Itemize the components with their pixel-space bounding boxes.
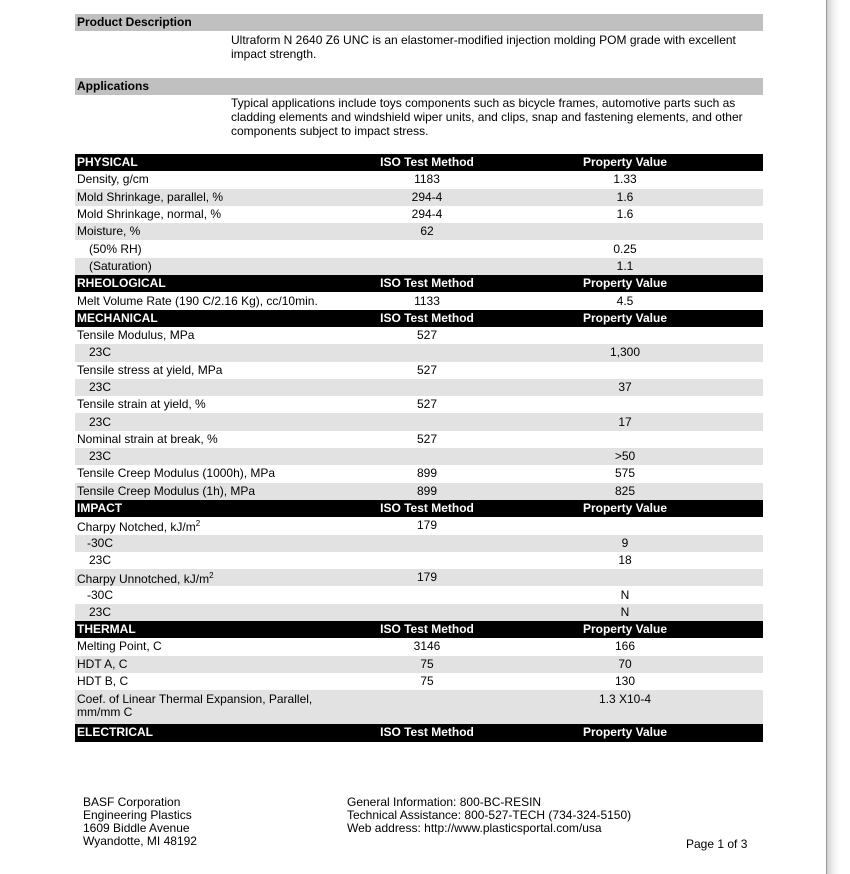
table-row xyxy=(75,189,763,206)
page-border xyxy=(826,0,827,874)
table-row xyxy=(75,690,763,724)
table-row xyxy=(75,656,763,673)
page-number: Page 1 of 3 xyxy=(686,837,748,851)
property-label: HDT B, C xyxy=(77,674,129,689)
properties-table xyxy=(75,154,763,742)
test-method: 3146 xyxy=(413,639,441,654)
test-method: 294-4 xyxy=(411,207,443,222)
section-title: MECHANICAL xyxy=(75,310,367,327)
property-label: Tensile Creep Modulus (1h), MPa xyxy=(75,483,367,500)
property-label: Mold Shrinkage, parallel, % xyxy=(75,189,367,206)
section-title: THERMAL xyxy=(75,621,367,638)
section-header-thermal xyxy=(75,621,763,638)
property-value: 4.5 xyxy=(616,293,634,308)
column-header-value: Property Value xyxy=(487,621,763,638)
superscript: 2 xyxy=(195,519,201,529)
applications-text: Typical applications include toys components such as bicycle frames, automotive parts such as cladding elements and windshield wiper units, and clips, snap and fastening elements, and other components subject to impact stress. xyxy=(231,96,743,138)
column-header-method: ISO Test Method xyxy=(367,500,487,517)
test-method xyxy=(367,604,487,621)
table-row xyxy=(75,586,763,603)
table-row xyxy=(75,448,763,465)
property-value: 17 xyxy=(487,413,763,430)
property-label: HDT A, C xyxy=(75,656,367,673)
section-header-mechanical xyxy=(75,310,763,327)
column-header-method: ISO Test Method xyxy=(367,310,487,327)
property-label: Moisture, % xyxy=(75,223,367,240)
property-label: Melt Volume Rate (190 C/2.16 Kg), cc/10min. xyxy=(77,293,318,308)
table-row xyxy=(75,517,763,534)
column-header-value: Property Value xyxy=(487,154,763,171)
column-header-method: ISO Test Method xyxy=(367,621,487,638)
property-value: N xyxy=(620,587,630,602)
technical-assistance: Technical Assistance: 800-527-TECH (734-324-5150) xyxy=(347,808,632,822)
property-value xyxy=(487,362,763,379)
property-value: N xyxy=(487,604,763,621)
property-value: 1.33 xyxy=(613,172,637,187)
property-value: 1,300 xyxy=(487,344,763,361)
property-label xyxy=(75,569,367,586)
column-header-value: Property Value xyxy=(487,310,763,327)
property-label: Tensile strain at yield, % xyxy=(77,397,206,412)
property-value xyxy=(487,431,763,448)
property-label: 23C xyxy=(75,604,367,621)
property-label: 23C xyxy=(89,552,112,567)
property-label xyxy=(75,517,367,534)
table-row xyxy=(75,638,763,655)
property-label: Tensile stress at yield, MPa xyxy=(77,362,223,377)
property-label: (Saturation) xyxy=(75,258,367,275)
property-label: Density, g/cm xyxy=(77,172,149,187)
table-row xyxy=(75,171,763,188)
test-method: 179 xyxy=(416,518,438,533)
street-address: 1609 Biddle Avenue xyxy=(83,821,190,835)
property-value: 575 xyxy=(614,466,636,481)
property-label: Coef. of Linear Thermal Expansion, Parallel, mm/mm C xyxy=(75,690,367,724)
property-value: >50 xyxy=(487,448,763,465)
property-value xyxy=(487,517,763,534)
column-header-method: ISO Test Method xyxy=(367,275,487,292)
property-label: Tensile Modulus, MPa xyxy=(77,328,195,343)
property-label: 23C xyxy=(75,344,367,361)
test-method: 294-4 xyxy=(367,189,487,206)
property-value: 1.1 xyxy=(487,258,763,275)
table-row xyxy=(75,379,763,396)
property-label: Tensile Creep Modulus (1000h), MPa xyxy=(77,466,276,481)
property-label: -30C xyxy=(75,535,367,552)
property-label: 23C xyxy=(75,413,367,430)
table-row xyxy=(75,206,763,223)
test-method xyxy=(367,552,487,569)
test-method: 899 xyxy=(416,466,438,481)
table-row xyxy=(75,483,763,500)
test-method: 527 xyxy=(416,397,438,412)
property-label-text: Charpy Unnotched, kJ/m xyxy=(77,572,210,587)
table-row xyxy=(75,431,763,448)
property-value: 1.6 xyxy=(487,189,763,206)
property-value: 0.25 xyxy=(613,241,637,256)
test-method xyxy=(367,690,487,724)
property-value: 1.3 X10-4 xyxy=(487,690,763,724)
table-row xyxy=(75,240,763,257)
table-row xyxy=(75,569,763,586)
table-row xyxy=(75,413,763,430)
city-address: Wyandotte, MI 48192 xyxy=(83,834,197,848)
property-value xyxy=(487,327,763,344)
section-title: ELECTRICAL xyxy=(75,724,367,741)
column-header-method: ISO Test Method xyxy=(367,154,487,171)
property-label: -30C xyxy=(87,587,114,602)
web-address: Web address: http://www.plasticsportal.com/usa xyxy=(347,821,602,835)
table-row xyxy=(75,344,763,361)
test-method: 179 xyxy=(367,569,487,586)
property-label: Nominal strain at break, % xyxy=(77,431,218,446)
test-method xyxy=(367,413,487,430)
product-description-text: Ultraform N 2640 Z6 UNC is an elastomer-modified injection molding POM grade with excellent impact strength. xyxy=(231,33,736,61)
table-row xyxy=(75,465,763,482)
property-value: 1.6 xyxy=(616,207,634,222)
test-method: 75 xyxy=(420,674,434,689)
test-method: 527 xyxy=(416,431,438,446)
column-header-method: ISO Test Method xyxy=(367,724,487,741)
column-header-value: Property Value xyxy=(487,724,763,741)
test-method: 899 xyxy=(367,483,487,500)
footer-address xyxy=(83,796,197,848)
test-method: 527 xyxy=(416,328,438,343)
test-method xyxy=(367,586,487,603)
footer-contact xyxy=(347,796,631,835)
property-label: (50% RH) xyxy=(89,241,142,256)
table-row xyxy=(75,223,763,240)
test-method: 1183 xyxy=(414,172,440,187)
property-label-text: Charpy Notched, kJ/m xyxy=(77,520,196,535)
property-value: 70 xyxy=(487,656,763,673)
property-value: 9 xyxy=(487,535,763,552)
table-row xyxy=(75,535,763,552)
product-description-heading: Product Description xyxy=(75,14,763,31)
section-title: RHEOLOGICAL xyxy=(75,275,367,292)
test-method xyxy=(367,379,487,396)
table-row xyxy=(75,604,763,621)
property-value: 37 xyxy=(487,379,763,396)
table-row xyxy=(75,396,763,413)
property-value: 18 xyxy=(618,552,632,567)
page-shadow xyxy=(826,0,850,874)
table-row xyxy=(75,673,763,690)
property-value: 130 xyxy=(614,674,636,689)
test-method: 527 xyxy=(416,362,438,377)
section-header-impact xyxy=(75,500,763,517)
division-name: Engineering Plastics xyxy=(83,808,192,822)
section-title: PHYSICAL xyxy=(75,154,367,171)
table-row xyxy=(75,327,763,344)
test-method xyxy=(367,258,487,275)
property-value: 825 xyxy=(487,483,763,500)
test-method: 1133 xyxy=(414,293,440,308)
general-info: General Information: 800-BC-RESIN xyxy=(347,795,542,809)
section-header-rheological xyxy=(75,275,763,292)
table-row xyxy=(75,258,763,275)
property-label: 23C xyxy=(75,448,367,465)
property-label: Melting Point, C xyxy=(77,639,162,654)
property-value xyxy=(487,223,763,240)
test-method xyxy=(367,240,487,257)
test-method xyxy=(367,344,487,361)
section-header-physical xyxy=(75,154,763,171)
test-method xyxy=(367,535,487,552)
company-name: BASF Corporation xyxy=(83,795,181,809)
test-method: 75 xyxy=(367,656,487,673)
column-header-value: Property Value xyxy=(487,275,763,292)
applications-heading: Applications xyxy=(75,78,763,95)
section-title: IMPACT xyxy=(75,500,367,517)
property-value xyxy=(487,569,763,586)
property-label: Mold Shrinkage, normal, % xyxy=(77,207,222,222)
section-header-electrical xyxy=(75,724,763,741)
property-label: 23C xyxy=(75,379,367,396)
property-value: 166 xyxy=(614,639,636,654)
superscript: 2 xyxy=(209,571,214,581)
column-header-value: Property Value xyxy=(487,500,763,517)
test-method: 62 xyxy=(367,223,487,240)
property-value xyxy=(487,396,763,413)
table-row xyxy=(75,552,763,569)
test-method xyxy=(367,448,487,465)
table-row xyxy=(75,292,763,309)
table-row xyxy=(75,362,763,379)
